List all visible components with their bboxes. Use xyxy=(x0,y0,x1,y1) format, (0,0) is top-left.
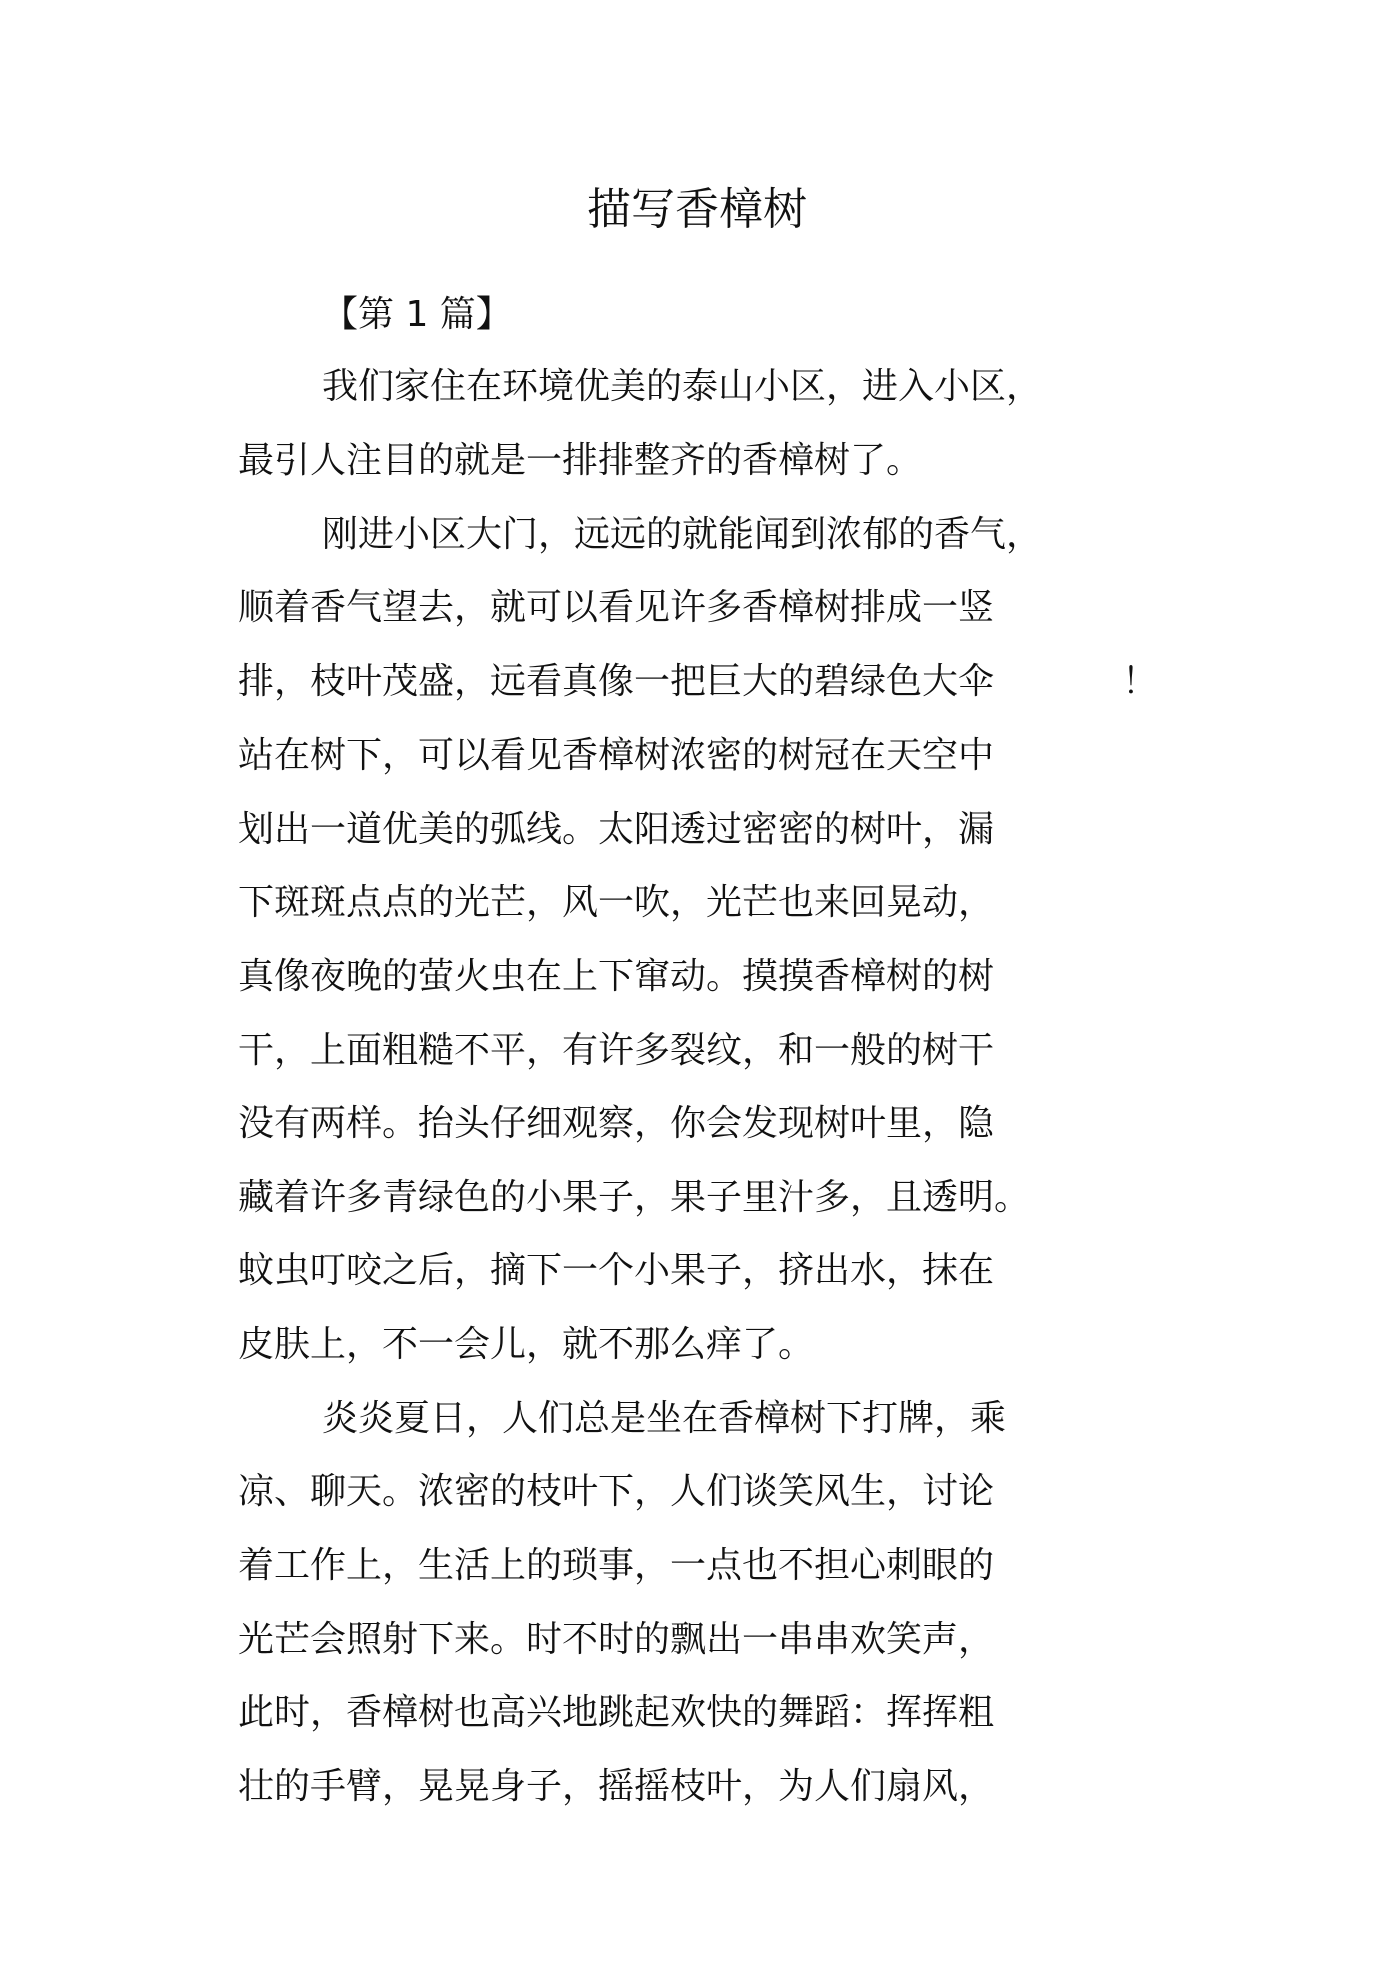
paragraph-line: 炎炎夏日，人们总是坐在香樟树下打牌，乘 xyxy=(322,1398,1007,1439)
exclamation-mark: ！ xyxy=(1122,661,1159,702)
paragraph-line: 没有两样。抬头仔细观察，你会发现树叶里，隐 xyxy=(238,1103,995,1144)
paragraph-line: 着工作上，生活上的琐事，一点也不担心刺眼的 xyxy=(238,1545,995,1586)
paragraph-line: 顺着香气望去，就可以看见许多香樟树排成一竖 xyxy=(238,587,995,628)
paragraph-line: 我们家住在环境优美的泰山小区，进入小区， xyxy=(322,366,1043,407)
paragraph-line: 皮肤上，不一会儿，就不那么痒了。 xyxy=(238,1324,815,1365)
paragraph-line: 壮的手臂，晃晃身子，摇摇枝叶，为人们扇风， xyxy=(238,1766,995,1807)
paragraph-line: 排，枝叶茂盛，远看真像一把巨大的碧绿色大伞 xyxy=(238,661,995,702)
paragraph-line: 凉、聊天。浓密的枝叶下，人们谈笑风生，讨论 xyxy=(238,1471,995,1512)
paragraph-line: 真像夜晚的萤火虫在上下窜动。摸摸香樟树的树 xyxy=(238,956,995,997)
document-title: 描写香樟树 xyxy=(587,184,807,235)
paragraph-line: 藏着许多青绿色的小果子，果子里汁多，且透明。 xyxy=(238,1177,1031,1218)
paragraph-line: 划出一道优美的弧线。太阳透过密密的树叶，漏 xyxy=(238,809,995,850)
paragraph-line: 干，上面粗糙不平，有许多裂纹，和一般的树干 xyxy=(238,1030,995,1071)
paragraph-line: 最引人注目的就是一排排整齐的香樟树了。 xyxy=(238,440,923,481)
paragraph-line: 光芒会照射下来。时不时的飘出一串串欢笑声， xyxy=(238,1619,995,1660)
paragraph-line: 下斑斑点点的光芒，风一吹，光芒也来回晃动， xyxy=(238,882,995,923)
paragraph-line: 站在树下，可以看见香樟树浓密的树冠在天空中 xyxy=(238,735,995,776)
paragraph-line: 此时，香樟树也高兴地跳起欢快的舞蹈：挥挥粗 xyxy=(238,1692,995,1733)
section-heading: 【第 1 篇】 xyxy=(322,294,512,335)
paragraph-line: 刚进小区大门，远远的就能闻到浓郁的香气， xyxy=(322,514,1043,555)
paragraph-line: 蚊虫叮咬之后，摘下一个小果子，挤出水，抹在 xyxy=(238,1250,995,1291)
